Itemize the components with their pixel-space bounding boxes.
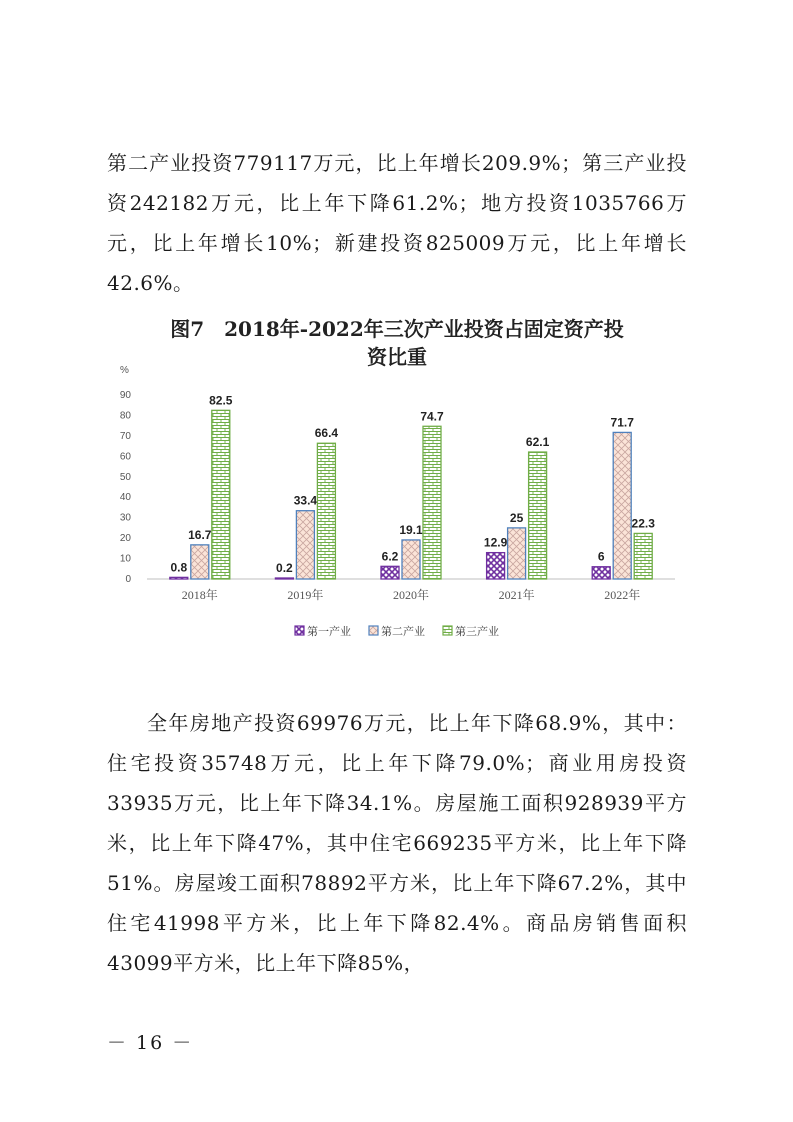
y-tick-label: 70 [119, 430, 131, 442]
x-category-label: 2022年 [604, 588, 641, 602]
chart-legend [295, 624, 499, 638]
y-axis-unit-label: % [120, 365, 129, 376]
bar-tertiary-1 [317, 443, 335, 579]
x-category-label: 2021年 [498, 588, 535, 602]
legend-swatch [295, 626, 304, 635]
x-category-label: 2020年 [392, 588, 430, 602]
bar-primary-2 [381, 566, 399, 579]
data-label: 33.4 [293, 493, 318, 508]
bar-secondary-0 [191, 545, 209, 579]
chart-title-line1: 图7 2018年-2022年三次产业投资占固定资产投 [170, 317, 624, 341]
y-tick-label: 50 [119, 471, 131, 483]
data-label: 16.7 [188, 527, 212, 542]
y-tick-label: 30 [119, 512, 131, 524]
bar-series-group [170, 393, 655, 579]
y-tick-label: 90 [119, 390, 131, 401]
bar-primary-0 [170, 577, 188, 579]
data-label: 62.1 [525, 435, 550, 450]
data-label: 0.2 [276, 561, 293, 575]
data-label: 25 [509, 510, 524, 525]
bar-tertiary-4 [634, 533, 652, 579]
chart-title-line2: 资比重 [367, 345, 427, 369]
bar-secondary-2 [402, 540, 420, 579]
bar-tertiary-2 [423, 426, 441, 579]
bar-secondary-3 [508, 528, 526, 579]
legend-swatch [443, 626, 452, 635]
y-tick-label: 10 [119, 553, 131, 565]
bar-secondary-4 [613, 432, 631, 579]
data-label: 71.7 [610, 415, 634, 430]
legend-label: 第三产业 [455, 625, 499, 638]
y-tick-label: 40 [119, 492, 131, 504]
data-label: 22.3 [631, 516, 655, 531]
data-label: 12.9 [483, 535, 508, 550]
x-category-label: 2019年 [287, 588, 324, 602]
data-label: 19.1 [399, 522, 423, 537]
bar-secondary-1 [296, 511, 314, 579]
bar-primary-3 [487, 553, 505, 579]
investment-share-chart [107, 305, 687, 655]
y-tick-label: 60 [119, 451, 131, 463]
data-label: 0.8 [170, 560, 188, 575]
page-number: － 16 － [107, 1032, 194, 1054]
paragraph-real-estate: 全年房地产投资69976万元，比上年下降68.9%，其中：住宅投资35748万元，比上年下降79.0%；商业用房投资33935万元，比上年下降34.1%。房屋施工面积928939平方米，比上年下降47%，其中住宅669235平方米，比上年下降51%。房屋竣工面积78892平方米，比上年下降67.2%，其中住宅41998平方米，比上年下降82.4%。商品房销售面积43099平方米，比上年下降85%， [107, 711, 687, 975]
bar-tertiary-0 [212, 410, 230, 579]
x-axis [182, 587, 640, 602]
legend-label: 第二产业 [381, 625, 425, 638]
data-label: 66.4 [314, 426, 339, 441]
legend-swatch [369, 626, 378, 635]
data-label: 74.7 [420, 409, 444, 424]
x-category-label: 2018年 [181, 588, 218, 602]
data-label: 6 [597, 549, 605, 564]
y-tick-label: 80 [119, 410, 131, 422]
data-label: 82.5 [209, 393, 233, 408]
legend-label: 第一产业 [307, 625, 351, 638]
paragraph-investment: 第二产业投资779117万元，比上年增长209.9%；第三产业投资242182万元，比上年下降61.2%；地方投资1035766万元，比上年增长10%；新建投资825009万元，比上年增长42.6%。 [107, 151, 687, 295]
bar-primary-4 [592, 567, 610, 579]
y-tick-label: 20 [119, 533, 131, 545]
bar-primary-1 [275, 578, 293, 579]
y-tick-label: 0 [125, 574, 131, 585]
data-label: 6.2 [381, 549, 399, 564]
bar-tertiary-3 [529, 452, 547, 579]
y-axis [120, 390, 132, 585]
